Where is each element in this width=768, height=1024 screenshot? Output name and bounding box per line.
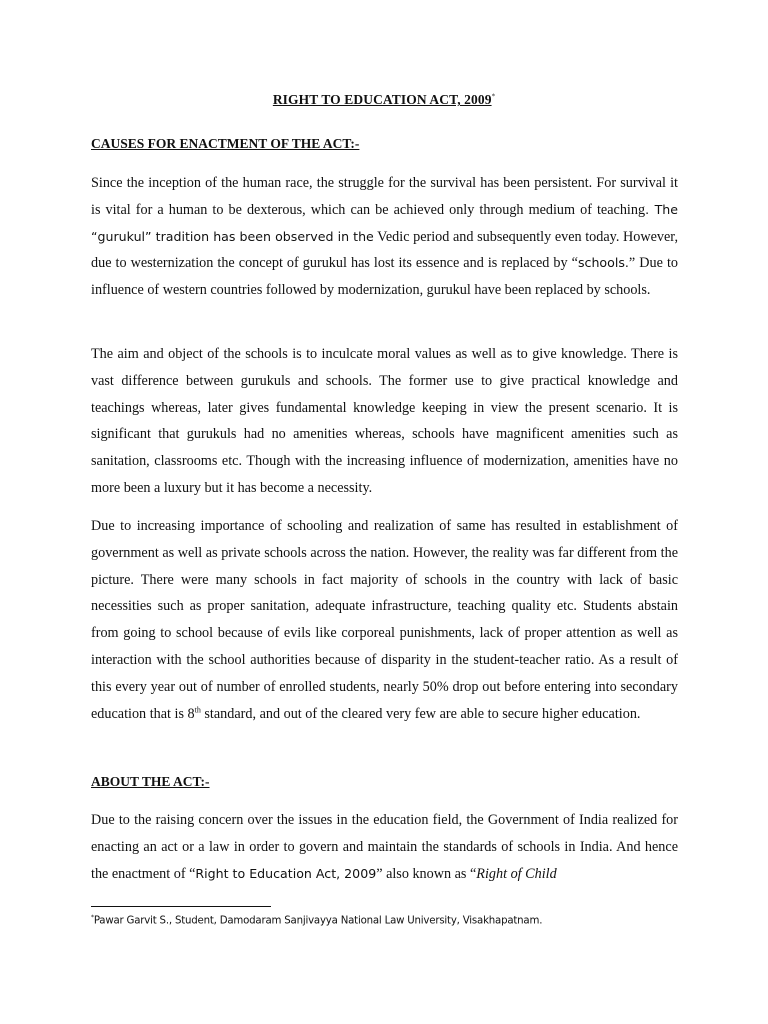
- title-footnote-mark: *: [491, 92, 496, 101]
- footnote-text: Pawar Garvit S., Student, Damodaram Sanjivayya National Law University, Visakhapatnam.: [93, 915, 543, 927]
- paragraph-4: Due to the raising concern over the issues in the education field, the Government of India realized for enacting an act or a law in order to govern and maintain the standards of schools in India. And hence the enactment of “Right to Education Act, 2009” also known as “Right of Child: [91, 812, 678, 882]
- title-text: RIGHT TO EDUCATION ACT, 2009: [272, 92, 492, 107]
- page-title: [0, 92, 768, 108]
- footnote: [91, 914, 542, 926]
- section-heading-causes: CAUSES FOR ENACTMENT OF THE ACT:-: [91, 136, 360, 151]
- paragraph-1: Since the inception of the human race, the struggle for the survival has been persistent. For survival it is vital for a human to be dexterous, which can be achieved only through medium of teaching. The “gurukul” tradition has been observed in the Vedic period and subsequently even today. However, due to westernization the concept of gurukul has lost its essence and is replaced by “schools.” Due to influence of western countries followed by modernization, gurukul have been replaced by schools.: [91, 175, 679, 299]
- footnote-divider: [91, 906, 271, 907]
- footnote-mark: *: [91, 914, 94, 921]
- paragraph-3: Due to increasing importance of schooling and realization of same has resulted in establishment of government as well as private schools across the nation. However, the reality was far different from the picture. There were many schools in fact majority of schools in the country with lack of basic necessities such as proper sanitation, adequate infrastructure, teaching quality etc. Students abstain from going to school because of evils like corporeal punishments, lack of proper attention as well as interaction with the school authorities because of disparity in the student-teacher ratio. As a result of this every year out of number of enrolled students, nearly 50% drop out before entering into secondary education that is 8th standard, and out of the cleared very few are able to secure higher education.: [91, 518, 678, 722]
- paragraph-2: The aim and object of the schools is to inculcate moral values as well as to give knowledge. There is vast difference between gurukuls and schools. The former use to give practical knowledge and teachings whereas, later gives fundamental knowledge keeping in view the present scenario. It is significant that gurukuls had no amenities whereas, schools have magnificent amenities such as sanitation, classrooms etc. Though with the increasing influence of modernization, amenities have no more been a luxury but it has become a necessity.: [91, 346, 678, 496]
- section-heading-about: ABOUT THE ACT:-: [91, 774, 210, 789]
